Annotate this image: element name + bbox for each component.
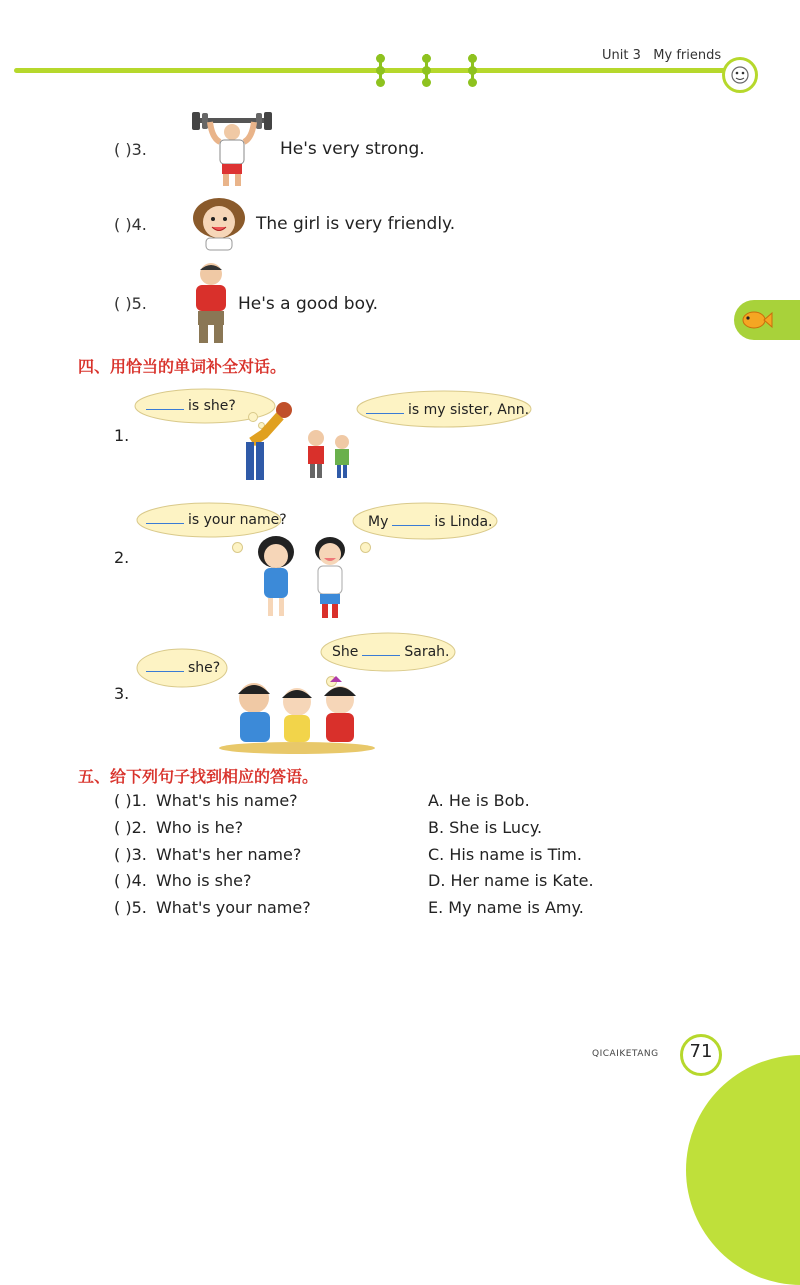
family-illustration — [240, 398, 360, 484]
question-row — [114, 845, 301, 864]
question-text: Who is she? — [155, 871, 252, 890]
answer-paren[interactable]: ( )4. — [114, 871, 147, 890]
cloud-phrase: is your name? — [188, 512, 287, 528]
answer-option: A. He is Bob. — [428, 791, 530, 810]
question-row — [114, 871, 251, 890]
answer-option: B. She is Lucy. — [428, 818, 543, 837]
item-number: 1. — [114, 426, 130, 445]
unit-label: Unit 3 — [602, 48, 641, 63]
question-row — [114, 791, 298, 810]
cloud-phrase: My — [368, 514, 389, 530]
question-text: What's your name? — [155, 898, 311, 917]
answer-paren[interactable]: ( )1. — [114, 791, 147, 810]
cloud-text — [362, 402, 529, 418]
blank-line[interactable] — [392, 525, 430, 526]
answer-option: D. Her name is Kate. — [428, 871, 594, 890]
unit-header — [602, 48, 721, 63]
section-4-title: 四、用恰当的单词补全对话。 — [78, 357, 287, 376]
corner-decoration — [686, 1055, 800, 1285]
good-boy-illustration — [188, 260, 234, 346]
cloud-bubble — [232, 542, 243, 553]
binder-pin — [376, 54, 384, 86]
blank-line[interactable] — [146, 409, 184, 410]
sentence-text: He's a good boy. — [238, 294, 379, 314]
answer-paren[interactable]: ( )3. — [114, 140, 147, 159]
side-tab — [734, 300, 800, 340]
cloud-text — [332, 644, 450, 660]
header-rule — [14, 68, 734, 73]
question-text: Who is he? — [155, 818, 244, 837]
friendly-girl-illustration — [188, 194, 250, 252]
answer-paren[interactable]: ( )3. — [114, 845, 147, 864]
question-text: What's her name? — [155, 845, 302, 864]
blank-line[interactable] — [146, 671, 184, 672]
cloud-phrase: is Linda. — [434, 514, 493, 530]
mascot-badge-icon — [722, 57, 758, 93]
answer-paren[interactable]: ( )2. — [114, 818, 147, 837]
answer-paren[interactable]: ( )5. — [114, 898, 147, 917]
answer-option: C. His name is Tim. — [428, 845, 582, 864]
item-number: 3. — [114, 684, 130, 703]
unit-title: My friends — [653, 48, 722, 63]
fish-icon — [736, 300, 776, 340]
sentence-text: He's very strong. — [280, 139, 425, 159]
answer-option: E. My name is Amy. — [428, 898, 584, 917]
answer-paren[interactable]: ( )5. — [114, 294, 147, 313]
question-text: What's his name? — [155, 791, 298, 810]
cloud-text — [368, 514, 493, 530]
cloud-phrase: she? — [188, 660, 221, 676]
publisher-label: QICAIKETANG — [592, 1049, 659, 1059]
cloud-bubble — [360, 542, 371, 553]
cloud-phrase: Sarah. — [404, 644, 450, 660]
cloud-text — [142, 660, 220, 676]
cloud-text — [142, 512, 287, 528]
question-row — [114, 818, 243, 837]
binder-pin — [468, 54, 476, 86]
section-5-title: 五、给下列句子找到相应的答语。 — [78, 767, 319, 786]
cloud-text — [142, 398, 236, 414]
page-number: 71 — [689, 1041, 713, 1062]
cloud-phrase: is she? — [188, 398, 236, 414]
item-number: 2. — [114, 548, 130, 567]
cloud-phrase: is my sister, Ann. — [408, 402, 530, 418]
blank-line[interactable] — [146, 523, 184, 524]
answer-paren[interactable]: ( )4. — [114, 215, 147, 234]
blank-line[interactable] — [366, 413, 404, 414]
cloud-phrase: She — [332, 644, 359, 660]
sentence-text: The girl is very friendly. — [256, 214, 456, 234]
weightlifter-illustration — [190, 112, 274, 190]
question-row — [114, 898, 311, 917]
three-friends-illustration — [218, 672, 376, 756]
binder-pin — [422, 54, 430, 86]
blank-line[interactable] — [362, 655, 400, 656]
two-girls-illustration — [248, 532, 358, 622]
